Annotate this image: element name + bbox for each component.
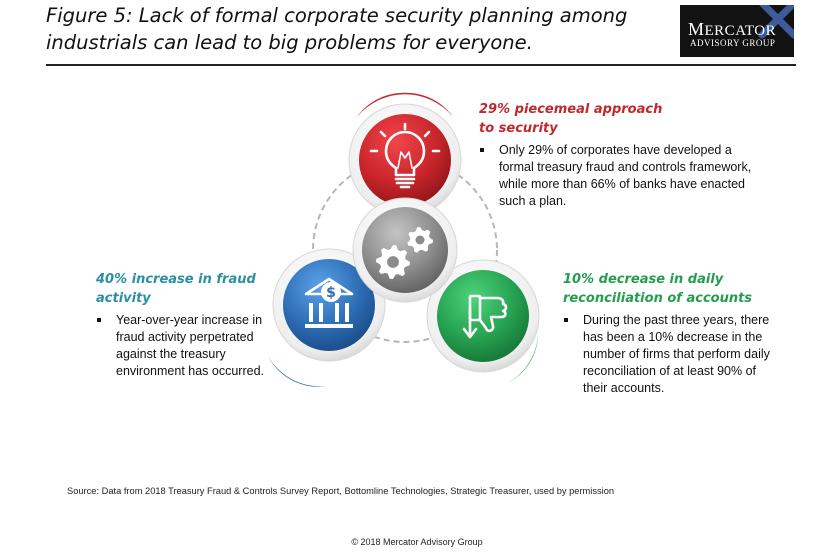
logo-sub-text: ADVISORY GROUP <box>690 38 776 48</box>
green-bullet: During the past three years, there has been a 10% decrease in the number of firms that perform daily reconciliation of at least 90% of their accounts. <box>563 312 773 397</box>
green-heading-line-1: 10% decrease in daily <box>563 272 724 287</box>
figure-title-line-1: Figure 5: Lack of formal corporate security planning among <box>46 4 628 27</box>
red-heading <box>479 100 754 138</box>
red-bullets <box>479 142 754 210</box>
green-heading-line-2: reconciliation of accounts <box>563 291 753 306</box>
logo-main-text: MERCATOR <box>688 19 777 39</box>
blue-callout <box>96 270 266 380</box>
blue-heading-line-1: 40% increase in fraud <box>96 272 256 287</box>
blue-swoosh <box>268 356 327 387</box>
svg-text:$: $ <box>326 285 336 301</box>
green-callout <box>563 270 773 397</box>
figure-title-line-2: industrials can lead to big problems for everyone. <box>46 31 533 54</box>
blue-bullets <box>96 312 266 380</box>
green-heading <box>563 270 773 308</box>
large-gear-icon-hub <box>387 256 399 268</box>
blue-heading <box>96 270 266 308</box>
red-callout <box>479 100 754 210</box>
small-gear-icon-hub <box>416 236 425 245</box>
blue-heading-line-2: activity <box>96 291 151 306</box>
red-heading-line-2: to security <box>479 121 558 136</box>
red-heading-line-1: 29% piecemeal approach <box>479 102 663 117</box>
blue-bullet: Year-over-year increase in fraud activity perpetrated against the treasury environment has occurred. <box>96 312 266 380</box>
red-bullet: Only 29% of corporates have developed a formal treasury fraud and controls framework, while more than 66% of banks have enacted such a plan. <box>479 142 754 210</box>
green-bullets <box>563 312 773 397</box>
copyright: © 2018 Mercator Advisory Group <box>351 537 483 547</box>
source-note: Source: Data from 2018 Treasury Fraud & Controls Survey Report, Bottomline Technologies, Strategic Treasurer, used by permission <box>67 486 615 496</box>
